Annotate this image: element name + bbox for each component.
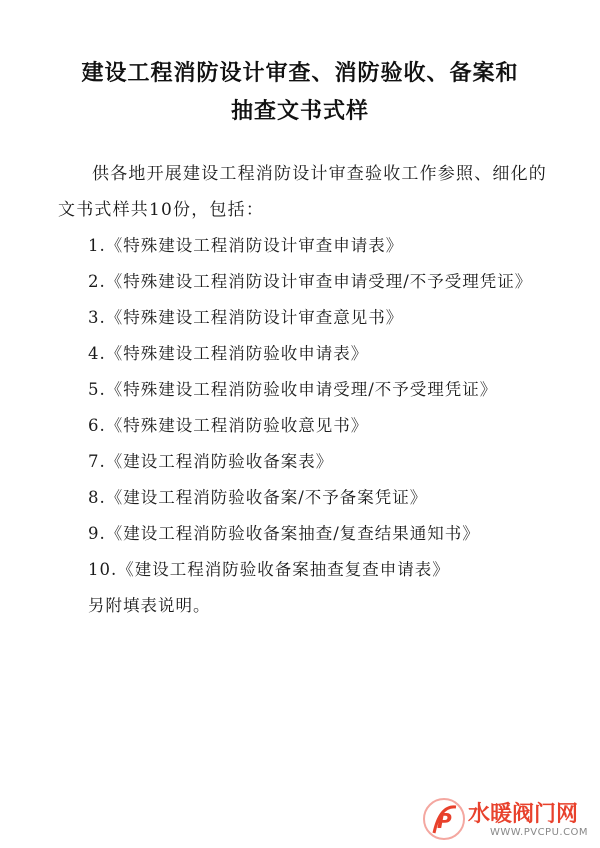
list-item: 2.《特殊建设工程消防设计审查申请受理/不予受理凭证》 xyxy=(88,272,533,291)
watermark-logo-icon xyxy=(420,795,468,843)
intro-line1: 供各地开展建设工程消防设计审查验收工作参照、细化的 xyxy=(92,164,547,184)
list-item: 10.《建设工程消防验收备案抽查复查申请表》 xyxy=(88,560,450,579)
watermark-domain: WWW.PVCPU.COM xyxy=(490,827,589,838)
list-item: 6.《特殊建设工程消防验收意见书》 xyxy=(88,416,369,435)
intro-paragraph-line2 xyxy=(58,196,558,225)
list-item: 7.《建设工程消防验收备案表》 xyxy=(88,452,334,471)
list-item: 9.《建设工程消防验收备案抽查/复查结果通知书》 xyxy=(88,524,480,543)
document-list xyxy=(88,232,532,592)
list-item: 5.《特殊建设工程消防验收申请受理/不予受理凭证》 xyxy=(88,380,498,399)
list-item: 3.《特殊建设工程消防设计审查意见书》 xyxy=(88,308,404,327)
list-item: 8.《建设工程消防验收备案/不予备案凭证》 xyxy=(88,488,428,507)
footer-note: 另附填表说明。 xyxy=(88,596,211,615)
intro-paragraph xyxy=(58,160,558,189)
watermark-brand: 水暖阀门网 xyxy=(468,802,579,827)
watermark-logo-letter: P xyxy=(437,809,452,833)
list-item: 4.《特殊建设工程消防验收申请表》 xyxy=(88,344,369,363)
document-title-line2: 抽查文书式样 xyxy=(230,99,369,124)
list-item: 1.《特殊建设工程消防设计审查申请表》 xyxy=(88,236,404,255)
intro-line2: 文书式样共10份，包括： xyxy=(58,200,265,220)
document-title-line1: 建设工程消防设计审查、消防验收、备案和 xyxy=(81,61,519,86)
watermark xyxy=(420,795,600,845)
